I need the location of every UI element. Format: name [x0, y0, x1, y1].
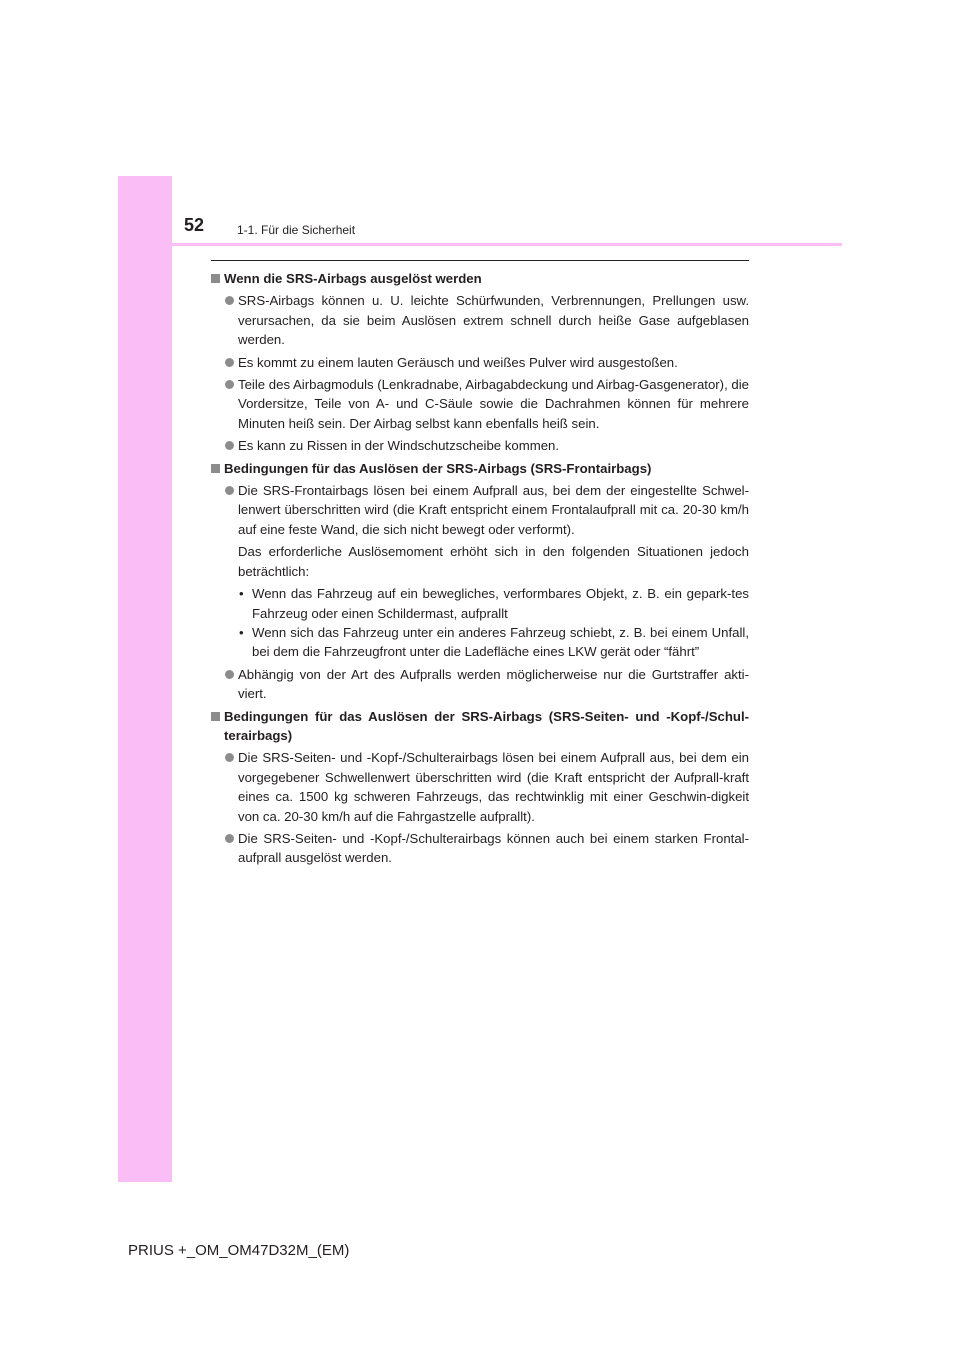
header-rule [118, 243, 842, 246]
square-bullet-icon [211, 274, 220, 283]
square-bullet-icon [211, 712, 220, 721]
list-item: Abhängig von der Art des Aufpralls werden möglicherweise nur die Gurtstraffer akti-viert. [211, 665, 749, 704]
circle-bullet-icon [225, 753, 234, 762]
square-bullet-icon [211, 464, 220, 473]
section-heading: Wenn die SRS-Airbags ausgelöst werden [211, 269, 749, 288]
document-code: PRIUS +_OM_OM47D32M_(EM) [128, 1242, 350, 1259]
page-content [211, 269, 749, 871]
side-band [118, 176, 172, 1182]
circle-bullet-icon [225, 358, 234, 367]
dot-bullet: • [239, 586, 244, 602]
list-item: Die SRS-Frontairbags lösen bei einem Aufprall aus, bei dem der eingestellte Schwel-lenwert überschritten wird (die Kraft entspricht einem Frontalaufprall mit ca. 20-30 km/h auf eine feste Wand, die sich nicht bewegt oder verformt). [211, 481, 749, 539]
sub-list-item: • Wenn sich das Fahrzeug unter ein anderes Fahrzeug schiebt, z. B. bei einem Unfall, bei dem die Fahrzeugfront unter die Ladefläche eines LKW gerät oder “fährt” [239, 624, 749, 660]
list-item: SRS-Airbags können u. U. leichte Schürfwunden, Verbrennungen, Prellungen usw. verursachen, da sie beim Auslösen extrem schnell durch heiße Gase aufgeblasen werden. [211, 291, 749, 349]
paragraph: Das erforderliche Auslösemoment erhöht sich in den folgenden Situationen jedoch beträchtlich: [238, 544, 749, 579]
sub-list-item: • Wenn das Fahrzeug auf ein bewegliches, verformbares Objekt, z. B. ein gepark-tes Fahrzeug oder einen Schildermast, aufprallt [239, 586, 749, 621]
circle-bullet-icon [225, 380, 234, 389]
circle-bullet-icon [225, 486, 234, 495]
list-item: Es kann zu Rissen in der Windschutzscheibe kommen. [211, 436, 749, 455]
section-heading: Bedingungen für das Auslösen der SRS-Airbags (SRS-Seiten- und -Kopf-/Schul-terairbags) [211, 707, 749, 746]
page-number: 52 [184, 215, 205, 235]
list-item: Die SRS-Seiten- und -Kopf-/Schulterairbags können auch bei einem starken Frontal-aufprall ausgelöst werden. [211, 829, 749, 868]
content-divider [211, 260, 749, 261]
section-heading: Bedingungen für das Auslösen der SRS-Airbags (SRS-Frontairbags) [211, 459, 749, 478]
circle-bullet-icon [225, 670, 234, 679]
circle-bullet-icon [225, 834, 234, 843]
list-item: Teile des Airbagmoduls (Lenkradnabe, Airbagabdeckung und Airbag-Gasgenerator), die Vordersitze, Teile von A- und C-Säule sowie die Dachrahmen können für mehrere Minuten heiß sein. Der Airbag selbst kann ebenfalls heiß sein. [211, 375, 749, 433]
circle-bullet-icon [225, 296, 234, 305]
section-title: 1-1. Für die Sicherheit [237, 223, 356, 237]
list-item: Es kommt zu einem lauten Geräusch und weißes Pulver wird ausgestoßen. [211, 353, 749, 372]
list-item: Die SRS-Seiten- und -Kopf-/Schulterairbags lösen bei einem Aufprall aus, bei dem ein vorgegebener Schwellenwert überschritten wird (die Kraft entspricht der Aufprall-kraft eines ca. 1500 kg schweren Fahrzeugs, das rechtwinklig mit einer Geschwin-digkeit von ca. 20-30 km/h auf die Fahrgastzelle aufprallt). [211, 748, 749, 826]
dot-bullet: • [239, 624, 244, 640]
circle-bullet-icon [225, 441, 234, 450]
